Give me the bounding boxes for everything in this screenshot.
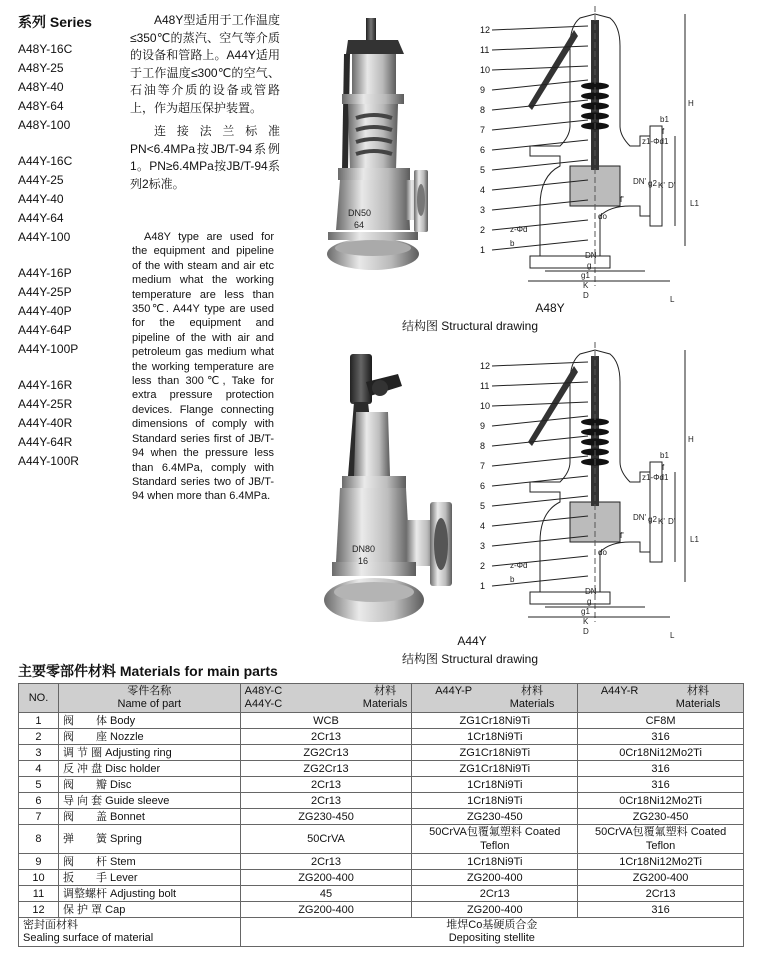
- cell-c-material: 2Cr13: [240, 793, 412, 809]
- cell-no: 8: [19, 825, 59, 854]
- header-no: NO.: [19, 684, 59, 713]
- header-r-mat-zh: 材料: [687, 685, 710, 697]
- drawing-a48y-dim-label: g: [587, 261, 592, 270]
- description-english: A48Y type are used for the equipment and pipeline of the with steam and air etc medium what the working temperature are less than 350℃. A44Y type are used for the equipment and pipeline of the with air and petroleum gas medium what the working temperature are less than 300℃, Take for extra pressure protection devices. Flange connecting dimensions of comply with Standard series first of JB/T-94 when the pressure less than 6.4MPa, comply with Standard series two of JB/T-94 when more than 6.4MPa.: [132, 231, 274, 503]
- cell-r-material: 316: [578, 777, 744, 793]
- cell-no: 11: [19, 886, 59, 902]
- cell-p-material: ZG1Cr18Ni9Ti: [412, 761, 578, 777]
- materials-row: [19, 886, 744, 902]
- cell-no: 10: [19, 870, 59, 886]
- cell-part: 保 护 罩 Cap: [58, 902, 240, 918]
- cell-no: 9: [19, 854, 59, 870]
- cell-c-material: ZG2Cr13: [240, 745, 412, 761]
- cell-c-material: ZG200-400: [240, 902, 412, 918]
- drawing-a44y-leader-line: [492, 456, 588, 466]
- sealing-label-zh: 密封面材料: [23, 919, 78, 931]
- drawing-a48y-part-number: 9: [480, 85, 486, 95]
- series-item: A44Y-40: [18, 192, 64, 206]
- cell-r-material: 316: [578, 902, 744, 918]
- drawing-a44y-leader-line: [492, 382, 588, 386]
- drawing-a48y-dim-label: f': [620, 195, 624, 204]
- materials-row: [19, 902, 744, 918]
- series-title: 系列 Series: [18, 14, 92, 30]
- materials-row: [19, 870, 744, 886]
- drawing-a48y-dim-label: f: [662, 127, 665, 136]
- drawing-a48y-part-number: 12: [480, 25, 491, 35]
- header-p-model: A44Y-P: [435, 685, 473, 697]
- drawing-a44y-model: A44Y: [457, 634, 487, 648]
- drawing-a44y-dim-label: g: [587, 597, 592, 606]
- header-r-materials: [578, 684, 744, 713]
- series-item: A44Y-100: [18, 230, 71, 244]
- cell-r-material: 316: [578, 761, 744, 777]
- drawing-a44y-part-number: 4: [480, 521, 486, 531]
- drawing-a44y-part-number: 9: [480, 421, 486, 431]
- cell-part: 阀 座 Nozzle: [58, 729, 240, 745]
- series-item: A48Y-16C: [18, 42, 73, 56]
- drawing-a44y-part-number: 8: [480, 441, 486, 451]
- drawing-a44y-dim-label: b: [510, 575, 515, 584]
- drawing-a44y-inlet-flange: [530, 592, 610, 604]
- drawing-a48y-leader-line: [492, 66, 588, 70]
- drawing-a48y-dim-label: do: [598, 212, 607, 221]
- cell-c-material: ZG230-450: [240, 809, 412, 825]
- cell-c-material: ZG200-400: [240, 870, 412, 886]
- cell-c-material: ZG2Cr13: [240, 761, 412, 777]
- cell-p-material: 1Cr18Ni9Ti: [412, 854, 578, 870]
- header-c-mat-zh: 材料: [374, 685, 397, 697]
- drawing-a48y-caption: 结构图 Structural drawing: [401, 319, 539, 333]
- materials-row: [19, 729, 744, 745]
- materials-row: [19, 777, 744, 793]
- sealing-value-zh: 堆焊Co基硬质合金: [446, 919, 538, 931]
- drawing-a44y-body-outline: [530, 350, 650, 592]
- valve-photo-a48y: [318, 10, 428, 272]
- materials-row: [19, 793, 744, 809]
- header-c-materials: [240, 684, 412, 713]
- drawing-a44y-dim-label: D': [668, 517, 676, 526]
- series-item: A44Y-25P: [18, 285, 72, 299]
- drawing-a44y-dim-label: f': [620, 531, 624, 540]
- drawing-a44y-leader-line: [492, 362, 588, 366]
- drawing-a44y-dim-label: b1: [660, 451, 669, 460]
- series-item: A48Y-100: [18, 118, 71, 132]
- cell-r-material: ZG230-450: [578, 809, 744, 825]
- drawing-a44y-part-number: 12: [480, 361, 491, 371]
- cell-no: 1: [19, 713, 59, 729]
- cell-c-material: 50CrVA: [240, 825, 412, 854]
- cell-r-material: 316: [578, 729, 744, 745]
- sealing-value-en: Depositing stellite: [448, 932, 535, 944]
- drawing-a48y-inlet-flange: [530, 256, 610, 268]
- drawing-a44y-caption: 结构图 Structural drawing: [401, 652, 539, 666]
- materials-row: [19, 809, 744, 825]
- series-item: A44Y-25R: [18, 397, 73, 411]
- cell-part: 阀 杆 Stem: [58, 854, 240, 870]
- drawing-a48y-dim-label: H: [688, 99, 694, 108]
- drawing-a44y-dim-label: DN': [633, 513, 647, 522]
- drawing-a48y-model: A48Y: [535, 301, 565, 315]
- header-r-model: A44Y-R: [600, 685, 639, 697]
- header-p-mat-zh: 材料: [521, 685, 544, 697]
- materials-row: [19, 854, 744, 870]
- drawing-a44y-dim-label: f: [662, 463, 665, 472]
- cell-p-material: ZG1Cr18Ni9Ti: [412, 745, 578, 761]
- series-item: A44Y-16P: [18, 266, 72, 280]
- header-r-mat-en: Materials: [675, 698, 721, 710]
- sealing-row: [19, 918, 744, 947]
- drawing-a48y-dim-label: z-Φd: [510, 225, 528, 234]
- drawing-a48y-dim-label: DN': [633, 177, 647, 186]
- cell-p-material: 1Cr18Ni9Ti: [412, 729, 578, 745]
- drawing-a48y-dim-label: D': [668, 181, 676, 190]
- cell-r-material: ZG200-400: [578, 870, 744, 886]
- valve-photo-a44y: [318, 352, 458, 628]
- photo-a48y-marking-dn: DN50: [348, 208, 372, 218]
- header-part-en: Name of part: [117, 698, 182, 710]
- series-item: A44Y-16C: [18, 154, 73, 168]
- drawing-a44y-dim-label: DN: [585, 587, 597, 596]
- drawing-a48y-dim-label: z1-Φd1: [642, 137, 669, 146]
- cell-r-material: 2Cr13: [578, 886, 744, 902]
- series-item: A44Y-40R: [18, 416, 73, 430]
- photo-a44y-marking-pn: 16: [358, 556, 369, 566]
- cell-part: 导 向 套 Guide sleeve: [58, 793, 240, 809]
- drawing-a44y-part-number: 10: [480, 401, 491, 411]
- cell-no: 6: [19, 793, 59, 809]
- cell-p-material: 1Cr18Ni9Ti: [412, 793, 578, 809]
- cell-part: 阀 体 Body: [58, 713, 240, 729]
- drawing-a48y-dim-label: g2: [648, 179, 657, 188]
- photo-a48y-marking-pn: 64: [354, 220, 365, 230]
- header-p-materials: [412, 684, 578, 713]
- drawing-a48y-part-number: 2: [480, 225, 486, 235]
- drawing-a44y-part-number: 3: [480, 541, 486, 551]
- drawing-a48y-part-number: 5: [480, 165, 486, 175]
- cell-p-material: ZG1Cr18Ni9Ti: [412, 713, 578, 729]
- header-c-mat-en: Materials: [362, 698, 408, 710]
- header-p-mat-en: Materials: [509, 698, 555, 710]
- drawing-a48y-leader-line: [492, 26, 588, 30]
- drawing-a48y-part-number: 1: [480, 245, 486, 255]
- cell-part: 阀 瓣 Disc: [58, 777, 240, 793]
- materials-row: [19, 761, 744, 777]
- drawing-a44y-dim-label: K': [658, 517, 665, 526]
- drawing-a48y-leader-line: [492, 100, 588, 110]
- drawing-a48y-part-number: 6: [480, 145, 486, 155]
- drawing-a48y-dim-label: L1: [690, 199, 699, 208]
- cell-c-material: WCB: [240, 713, 412, 729]
- cell-part: 调整螺杆 Adjusting bolt: [58, 886, 240, 902]
- description-chinese: [130, 12, 280, 193]
- drawing-a48y-dim-label: L: [670, 295, 675, 304]
- drawing-a48y-part-number: 4: [480, 185, 486, 195]
- header-c-models: A48Y-C A44Y-C: [244, 685, 283, 710]
- materials-row: [19, 713, 744, 729]
- drawing-a44y-dim-label: L1: [690, 535, 699, 544]
- drawing-a48y-dim-label: b: [510, 239, 515, 248]
- sealing-label: [19, 918, 241, 947]
- cell-p-material: 50CrVA包覆氟塑料 Coated Teflon: [412, 825, 578, 854]
- cell-p-material: 1Cr18Ni9Ti: [412, 777, 578, 793]
- drawing-a44y-dim-label: K: [583, 617, 589, 626]
- drawing-a44y-part-number: 1: [480, 581, 486, 591]
- cell-no: 5: [19, 777, 59, 793]
- drawing-a44y-dim-label: z-Φd: [510, 561, 528, 570]
- cell-p-material: ZG200-400: [412, 870, 578, 886]
- cell-no: 2: [19, 729, 59, 745]
- sealing-value: [240, 918, 743, 947]
- cell-p-material: ZG200-400: [412, 902, 578, 918]
- drawing-a48y-leader-line: [492, 140, 588, 150]
- materials-row: [19, 745, 744, 761]
- cell-no: 12: [19, 902, 59, 918]
- drawing-a44y-leader-line: [492, 436, 588, 446]
- cell-part: 调 节 圈 Adjusting ring: [58, 745, 240, 761]
- cell-r-material: CF8M: [578, 713, 744, 729]
- series-item: A44Y-100R: [18, 454, 79, 468]
- drawing-a48y-part-number: 11: [480, 45, 490, 55]
- cell-r-material: 50CrVA包覆氟塑料 Coated Teflon: [578, 825, 744, 854]
- series-item: A44Y-25: [18, 173, 64, 187]
- cell-p-material: ZG230-450: [412, 809, 578, 825]
- drawing-a48y-dim-label: g1: [581, 271, 590, 280]
- drawing-a48y-dim-label: K': [658, 181, 665, 190]
- cell-r-material: 1Cr18Ni12Mo2Ti: [578, 854, 744, 870]
- drawing-a44y-dim-label: D: [583, 627, 589, 636]
- drawing-a44y-part-number: 7: [480, 461, 486, 471]
- drawing-a44y-part-number: 5: [480, 501, 486, 511]
- cell-no: 4: [19, 761, 59, 777]
- cell-c-material: 2Cr13: [240, 854, 412, 870]
- drawing-a48y-part-number: 10: [480, 65, 491, 75]
- materials-row: [19, 825, 744, 854]
- drawing-a48y-part-number: 7: [480, 125, 486, 135]
- series-item: A44Y-100P: [18, 342, 79, 356]
- series-item: A48Y-40: [18, 80, 64, 94]
- structural-drawing-a44y: [470, 342, 750, 642]
- cell-c-material: 2Cr13: [240, 729, 412, 745]
- cell-p-material: 2Cr13: [412, 886, 578, 902]
- photo-a44y-marking-dn: DN80: [352, 544, 376, 554]
- description-zh-para2: 连接法兰标准PN<6.4MPa按JB/T-94系例1。PN≥6.4MPa按JB/T-94系列2标准。: [130, 124, 280, 191]
- cell-no: 3: [19, 745, 59, 761]
- cell-r-material: 0Cr18Ni12Mo2Ti: [578, 793, 744, 809]
- drawing-a48y-part-number: 8: [480, 105, 486, 115]
- materials-title: 主要零部件材料 Materials for main parts: [18, 663, 278, 679]
- structural-drawing-a48y: [470, 6, 750, 306]
- sealing-label-en: Sealing surface of material: [23, 932, 154, 944]
- drawing-a44y-part-number: 6: [480, 481, 486, 491]
- series-list: [18, 40, 79, 471]
- header-part-zh: 零件名称: [127, 685, 172, 697]
- drawing-a48y-part-number: 3: [480, 205, 486, 215]
- drawing-a44y-dim-label: do: [598, 548, 607, 557]
- drawing-a48y-dim-label: DN: [585, 251, 597, 260]
- cell-part: 扳 手 Lever: [58, 870, 240, 886]
- drawing-a44y-part-number: 2: [480, 561, 486, 571]
- cell-part: 反 冲 盘 Disc holder: [58, 761, 240, 777]
- drawing-a48y-leader-line: [492, 120, 588, 130]
- drawing-a44y-leader-line: [492, 476, 588, 486]
- drawing-a44y-part-number: 11: [480, 381, 490, 391]
- header-part: [58, 684, 240, 713]
- cell-no: 7: [19, 809, 59, 825]
- drawing-a48y-body-outline: [530, 14, 650, 256]
- series-item: A44Y-64R: [18, 435, 73, 449]
- drawing-a48y-dim-label: b1: [660, 115, 669, 124]
- description-zh-para1: A48Y型适用于工作温度≤350℃的蒸汽、空气等介质的设备和管路上。A44Y适用于工作温度≤300℃的空气、石油等介质的设备或管路上，作为超压保护装置。: [130, 13, 280, 115]
- series-item: A44Y-64: [18, 211, 64, 225]
- cell-r-material: 0Cr18Ni12Mo2Ti: [578, 745, 744, 761]
- cell-c-material: 2Cr13: [240, 777, 412, 793]
- cell-c-material: 45: [240, 886, 412, 902]
- drawing-a44y-dim-label: g2: [648, 515, 657, 524]
- drawing-a44y-dim-label: H: [688, 435, 694, 444]
- series-item: A48Y-64: [18, 99, 64, 113]
- materials-header-row: [19, 684, 744, 713]
- drawing-a44y-dim-label: g1: [581, 607, 590, 616]
- drawing-a44y-leader-line: [492, 402, 588, 406]
- drawing-a44y-dim-label: z1-Φd1: [642, 473, 669, 482]
- materials-table: [18, 683, 744, 947]
- drawing-a44y-dim-label: L: [670, 631, 675, 640]
- drawing-a48y-dim-label: D: [583, 291, 589, 300]
- drawing-a48y-dim-label: K: [583, 281, 589, 290]
- series-item: A48Y-25: [18, 61, 64, 75]
- series-item: A44Y-40P: [18, 304, 72, 318]
- cell-part: 阀 盖 Bonnet: [58, 809, 240, 825]
- drawing-a48y-leader-line: [492, 46, 588, 50]
- series-item: A44Y-16R: [18, 378, 73, 392]
- cell-part: 弹 簧 Spring: [58, 825, 240, 854]
- series-item: A44Y-64P: [18, 323, 72, 337]
